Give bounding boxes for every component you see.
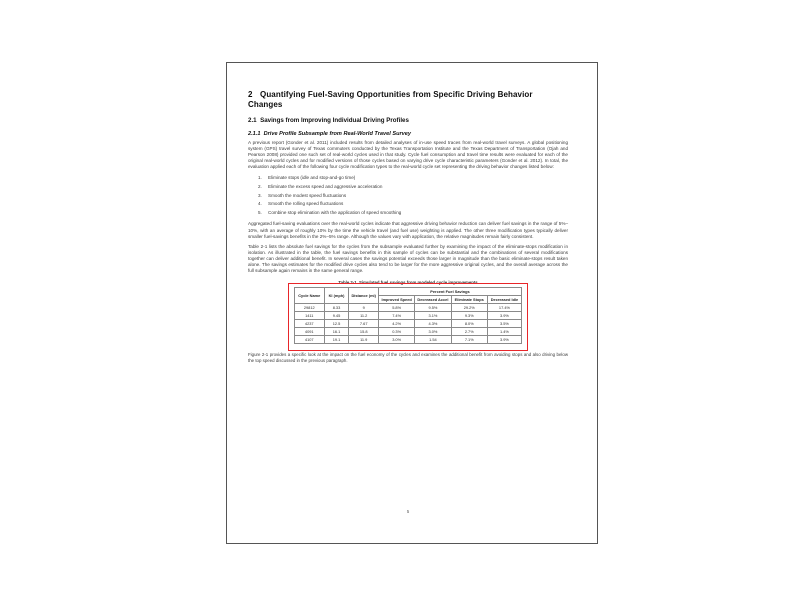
cell-kl: 19.1	[324, 336, 349, 344]
list-item	[248, 200, 568, 209]
cell-decreased-accel: 1.54	[415, 336, 451, 344]
fuel-savings-table	[294, 287, 522, 344]
modification-list	[248, 174, 568, 217]
cell-improved-speed: 5.8%	[378, 304, 414, 312]
subsection-heading	[248, 117, 568, 125]
cell-eliminate-stops: 2.7%	[451, 328, 487, 336]
list-item-ordinal: 4.	[258, 201, 262, 207]
list-item	[248, 174, 568, 183]
cell-decreased-idle: 17.4%	[487, 304, 521, 312]
cell-improved-speed: 7.4%	[378, 312, 414, 320]
list-item-label: Eliminate the excess speed and aggressive acceleration	[268, 184, 383, 190]
list-item-ordinal: 1.	[258, 175, 262, 181]
col-header-eliminate-stops: Eliminate Stops	[451, 296, 487, 304]
cell-cycle-name: 4107	[295, 336, 325, 344]
cell-kl: 8.33	[324, 304, 349, 312]
list-item-label: Smooth the modest speed fluctuations	[268, 192, 347, 198]
section-number: 2	[248, 90, 253, 99]
cell-kl: 16.1	[324, 328, 349, 336]
table-caption: Table 2-1. Simulated fuel savings from modeled cycle improvements	[338, 280, 478, 286]
list-item-ordinal: 2.	[258, 184, 262, 190]
cell-distance: 7.67	[349, 320, 379, 328]
page-number: 5	[406, 509, 410, 514]
cell-decreased-idle: 1.4%	[487, 328, 521, 336]
section-title: Quantifying Fuel-Saving Opportunities from Specific Driving Behavior Changes	[248, 90, 533, 109]
paragraph-table-discussion: Table 2-1 lists the absolute fuel savings for the cycles from the subsample evaluated further by examining the impact of the eliminate-stops modification in isolation. As illustrated in the table, the fuel savings benefits in this sample of cycles can be substantial and the combinations of several modifications together can deliver additional benefit. In several cases the savings potential exceeds those larger in magnitude than the basic eliminate-stops result taken alone. The savings estimates for the modified drive cycles also tend to be larger for the more aggressive original cycles, and the overall average across the full subsample again remains in the same general range.	[248, 243, 568, 274]
table-row	[295, 320, 522, 328]
table-row	[295, 304, 522, 312]
cell-decreased-accel: 9.5%	[415, 304, 451, 312]
figure-caption: Figure 2-1 provides a specific look at the impact on the fuel economy of the cycles and examines the additional benefit from avoiding stops and also driving below the top speed discussed in the previous paragraph.	[248, 352, 568, 364]
cell-cycle-name: 29812	[295, 304, 325, 312]
table-row	[295, 328, 522, 336]
subsection-title: Savings from Improving Individual Driving Profiles	[260, 117, 409, 124]
cell-eliminate-stops: 29.2%	[451, 304, 487, 312]
cell-distance: 15.8	[349, 328, 379, 336]
list-item-label: Smooth the rolling speed fluctuations	[268, 201, 344, 207]
cell-eliminate-stops: 9.3%	[451, 312, 487, 320]
col-header-cycle-name: Cycle Name	[295, 288, 325, 304]
subsection-number: 2.1	[248, 117, 257, 124]
col-header-improved-speed: Improved Speed	[378, 296, 414, 304]
cell-improved-speed: 0.3%	[378, 328, 414, 336]
cell-cycle-name: 4237	[295, 320, 325, 328]
cell-decreased-accel: 3.1%	[415, 312, 451, 320]
cell-cycle-name: 4091	[295, 328, 325, 336]
cell-eliminate-stops: 7.1%	[451, 336, 487, 344]
section-heading	[248, 90, 568, 110]
cell-improved-speed: 4.2%	[378, 320, 414, 328]
cell-decreased-idle: 3.9%	[487, 312, 521, 320]
list-item-label: Eliminate stops (idle and stop-and-go time)	[268, 175, 356, 181]
col-header-kl: Kl (mph)	[324, 288, 349, 304]
cell-decreased-idle: 3.9%	[487, 336, 521, 344]
paragraph-aggregate-results: Aggregated fuel-saving evaluations over the real-world cycles indicate that aggressive driving behavior reduction can deliver fuel savings in the range of 5%–10%, with an average of roughly 10% by the time the vehicle travel (and fuel use) weighting is applied. The other three modification types typically deliver smaller fuel-savings benefits in the 2%–5% range. Although the values vary with application, the relative magnitudes remain fairly consistent.	[248, 221, 568, 239]
table-summary-row	[295, 336, 522, 344]
list-item-ordinal: 3.	[258, 192, 262, 198]
col-header-decreased-accel: Decreased Accel	[415, 296, 451, 304]
table-region	[294, 287, 522, 344]
cell-distance: 11.9	[349, 336, 379, 344]
cell-eliminate-stops: 8.0%	[451, 320, 487, 328]
col-header-decreased-idle: Decreased Idle	[487, 296, 521, 304]
cell-cycle-name: 1411	[295, 312, 325, 320]
cell-decreased-idle: 3.5%	[487, 320, 521, 328]
subsubsection-number: 2.1.1	[248, 131, 261, 137]
cell-distance: 9	[349, 304, 379, 312]
col-header-distance: Distance (mi)	[349, 288, 379, 304]
list-item	[248, 209, 568, 218]
document-page-content	[248, 90, 568, 520]
paragraph-intro: A previous report (Gonder et al. 2011) included results from detailed analyses of in-use speed traces from real-world travel surveys. A global positioning system (GPS) travel survey of Texas commuters conducted by the Texas Transportation Institute and the Texas Department of Transportation (Ojah and Pearson 2008) provided one such set of real-world cycles used in that study. Cycle fuel consumption and travel time results were evaluated for each of the original real-world cycles and for modified versions of those cycles based on varying drive cycle characteristic parameters (Gonder et al. 2012). In total, the evaluation applied each of the following four cycle modification types to the real-world cycle set representing the driving behavior changes listed below:	[248, 140, 568, 170]
subsubsection-title: Drive Profile Subsample from Real-World Travel Survey	[263, 131, 412, 137]
table-row	[295, 312, 522, 320]
cell-kl: 12.5	[324, 320, 349, 328]
list-item-ordinal: 5.	[258, 209, 262, 215]
list-item	[248, 192, 568, 201]
subsubsection-heading	[248, 130, 568, 138]
list-item	[248, 183, 568, 192]
col-header-group-percent-fuel-savings: Percent Fuel Savings	[378, 288, 521, 296]
cell-decreased-accel: 3.0%	[415, 328, 451, 336]
cell-improved-speed: 3.0%	[378, 336, 414, 344]
cell-decreased-accel: 4.3%	[415, 320, 451, 328]
cell-distance: 11.2	[349, 312, 379, 320]
cell-kl: 9.45	[324, 312, 349, 320]
list-item-label: Combine stop elimination with the application of speed smoothing	[268, 209, 402, 215]
table-header-group-row	[295, 288, 522, 296]
